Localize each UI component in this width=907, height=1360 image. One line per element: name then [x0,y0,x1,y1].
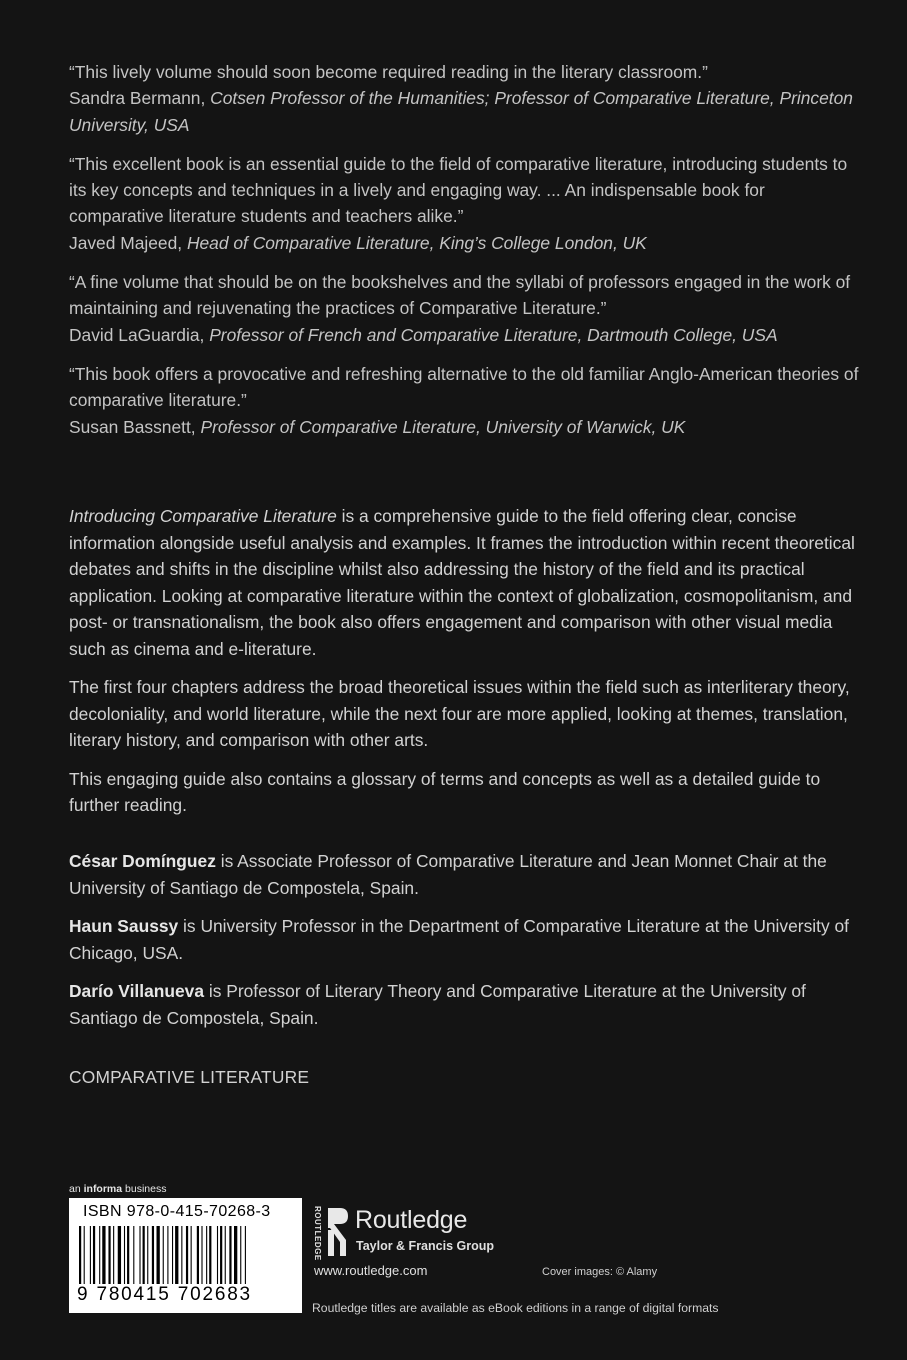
endorser-title: Professor of Comparative Literature, University of Warwick, UK [200,416,686,437]
author-bio [69,848,859,901]
author-bios [69,848,859,1043]
endorsement-attribution [69,230,859,256]
endorsement-quote: “A fine volume that should be on the bookshelves and the syllabi of professors engaged in the work of maintaining and rejuvenating the practices of Comparative Literature.” [69,272,851,319]
book-description [69,503,859,831]
author-bio-text: is University Professor in the Department of Comparative Literature at the University of Chicago, USA. [69,916,849,963]
endorser-title: Professor of French and Comparative Literature, Dartmouth College, USA [209,324,778,345]
publisher-group: Taylor & Francis Group [356,1239,494,1253]
author-name: Darío Villanueva [69,981,204,1001]
endorsements [69,59,859,453]
subject-category: COMPARATIVE LITERATURE [69,1067,310,1087]
cover-credit: Cover images: © Alamy [542,1266,658,1278]
endorsement [69,269,859,348]
author-bio [69,913,859,966]
endorser-name: Susan Bassnett, [69,416,196,437]
spine-text: ROUTLEDGE [313,1206,322,1261]
endorser-name: Sandra Bermann, [69,88,206,109]
endorser-title: Head of Comparative Literature, King’s College London, UK [186,232,647,253]
endorser-name: Javed Majeed, [69,232,183,253]
ebook-note: Routledge titles are available as eBook editions in a range of digital formats [312,1301,719,1315]
book-title: Introducing Comparative Literature [69,506,337,526]
publisher-url: www.routledge.com [314,1263,428,1278]
informa-brand: informa [83,1183,123,1195]
publisher-name: Routledge [355,1206,468,1234]
informa-tagline [69,1183,166,1195]
author-name: César Domínguez [69,851,216,871]
barcode-digits: 9 780415 702683 [77,1284,252,1305]
endorsement-quote: “This book offers a provocative and refreshing alternative to the old familiar Anglo-American theories of comparative literature.” [69,363,859,411]
routledge-logo-icon [326,1206,350,1258]
author-bio [69,978,859,1031]
endorsement-quote: “This lively volume should soon become required reading in the literary classroom.” [69,62,708,82]
endorsement [69,361,859,440]
description-paragraph: This engaging guide also contains a glossary of terms and concepts as well as a detailed guide to further reading. [69,768,821,815]
informa-prefix: an [69,1183,84,1195]
endorser-name: David LaGuardia, [69,324,205,345]
endorsement-attribution [69,414,859,440]
description-paragraph: The first four chapters address the broad theoretical issues within the field such as interliterary theory, decoloniality, and world literature, while the next four are more applied, looking at themes, translation, literary history, and comparison with other arts. [69,677,850,750]
endorser-title: Cotsen Professor of the Humanities; Professor of Comparative Literature, Princeton University, USA [69,88,853,135]
routledge-spine-wordmark [310,1206,324,1261]
author-bio-text: is Associate Professor of Comparative Literature and Jean Monnet Chair at the University of Santiago de Compostela, Spain. [69,851,827,898]
author-name: Haun Saussy [69,916,179,936]
endorsement [69,59,859,138]
isbn-barcode [69,1198,302,1313]
endorsement [69,151,859,256]
endorsement-attribution [69,322,859,348]
isbn-label: ISBN 978-0-415-70268-3 [83,1203,271,1220]
author-bio-text: is Professor of Literary Theory and Comparative Literature at the University of Santiago de Compostela, Spain. [69,981,806,1028]
description-paragraph [69,503,859,662]
barcode-icon [77,1226,294,1284]
informa-suffix: business [122,1183,167,1195]
description-text: is a comprehensive guide to the field offering clear, concise information alongside useful analysis and examples. It frames the introduction within recent theoretical debates and shifts in the discipline whilst also addressing the history of the field and its practical application. Looking at comparative literature within the context of globalization, cosmopolitanism, and post- or transnationalism, the book also offers engagement and comparison with other visual media such as cinema and e-literature. [69,506,855,659]
endorsement-attribution [69,85,859,138]
endorsement-quote: “This excellent book is an essential guide to the field of comparative literature, introducing students to its key concepts and techniques in a lively and engaging way. ... An indispensable book for comparative literature students and teachers alike.” [69,153,848,227]
